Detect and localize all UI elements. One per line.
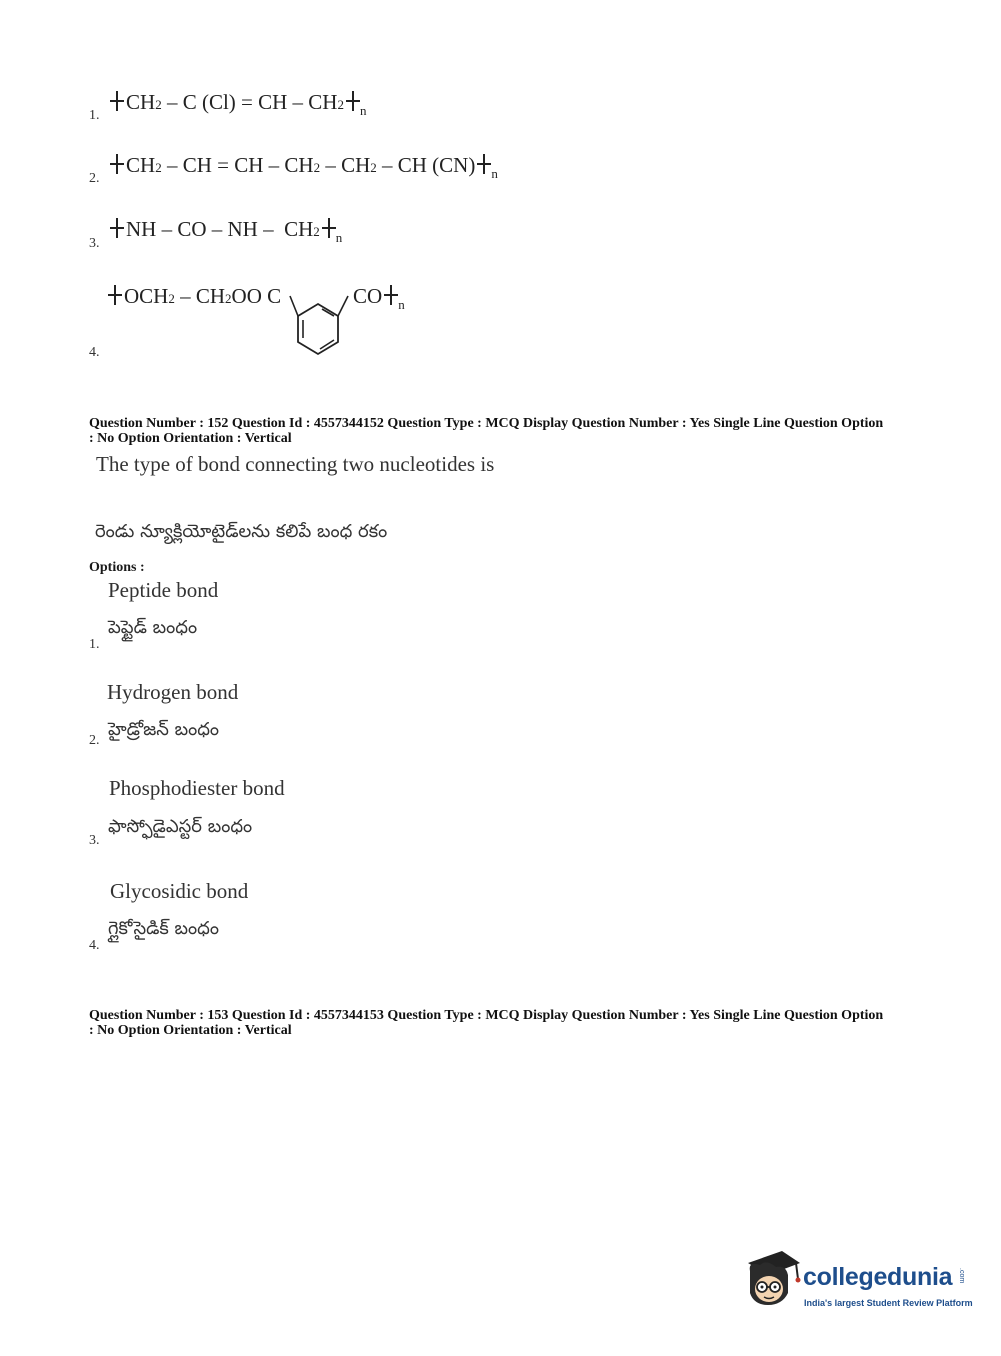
question-text-english: The type of bond connecting two nucleotides is	[96, 452, 495, 476]
polymer-formula-right	[353, 284, 405, 312]
formula-text: OCH2 – CH2OO C	[124, 284, 282, 308]
logo-wordmark: collegedunia	[803, 1263, 953, 1291]
polymer-formula	[108, 90, 367, 118]
polymer-subscript: n	[491, 166, 498, 181]
option-text-telugu: హైడ్రోజన్ బంధం	[108, 719, 220, 740]
option-text-telugu: పెప్టైడ్ బంధం	[108, 617, 198, 638]
formula-text: CH2 – C (Cl) = CH – CH2	[126, 90, 344, 114]
formula-text: CO	[353, 284, 383, 308]
option-text-english: Peptide bond	[108, 578, 219, 602]
polymer-bracket-icon	[108, 285, 122, 307]
question-meta: Question Number : 152 Question Id : 4557344152 Question Type : MCQ Display Question Number : Yes Single Line Question Option : No Option Orientation : Vertical	[89, 416, 884, 446]
polymer-bracket-icon	[110, 154, 124, 176]
polymer-bracket-icon	[322, 218, 343, 245]
option-text-english: Phosphodiester bond	[109, 776, 285, 800]
formula-text: NH – CO – NH – CH2	[126, 217, 320, 241]
option-text-english: Glycosidic bond	[110, 879, 249, 903]
polymer-bracket-icon	[384, 285, 405, 312]
formula-text: CH2 – CH = CH – CH2 – CH2 – CH (CN)	[126, 153, 476, 177]
option-number: 4.	[89, 345, 100, 360]
polymer-formula-left	[106, 284, 281, 309]
options-label: Options :	[89, 560, 145, 575]
polymer-formula	[108, 217, 343, 245]
option-number: 3.	[89, 833, 100, 848]
option-number: 3.	[89, 236, 100, 251]
option-text-telugu: గ్లైకోసైడిక్ బంధం	[108, 918, 219, 939]
polymer-bracket-icon	[346, 91, 367, 118]
mascot-icon	[742, 1249, 802, 1309]
question-meta: Question Number : 153 Question Id : 4557344153 Question Type : MCQ Display Question Number : Yes Single Line Question Option : No Option Orientation : Vertical	[89, 1008, 884, 1038]
option-number: 4.	[89, 938, 100, 953]
option-number: 1.	[89, 637, 100, 652]
option-number: 1.	[89, 108, 100, 123]
polymer-subscript: n	[335, 230, 343, 245]
option-number: 2.	[89, 733, 100, 748]
polymer-bracket-icon	[477, 154, 498, 181]
polymer-subscript: n	[359, 103, 367, 118]
logo-tagline: India's largest Student Review Platform	[804, 1298, 973, 1308]
benzene-ring-icon	[288, 284, 358, 364]
polymer-bracket-icon	[110, 218, 124, 240]
question-text-telugu: రెండు న్యూక్లియోటైడ్‌లను కలిపే బంధ రకం	[95, 521, 388, 542]
option-text-english: Hydrogen bond	[107, 680, 239, 704]
polymer-formula	[108, 153, 498, 181]
polymer-subscript: n	[398, 297, 405, 312]
polymer-bracket-icon	[110, 91, 124, 113]
option-text-telugu: ఫాస్ఫోడైఎస్టర్ బంధం	[108, 816, 253, 837]
logo-domain: .com	[958, 1268, 965, 1284]
option-number: 2.	[89, 171, 100, 186]
